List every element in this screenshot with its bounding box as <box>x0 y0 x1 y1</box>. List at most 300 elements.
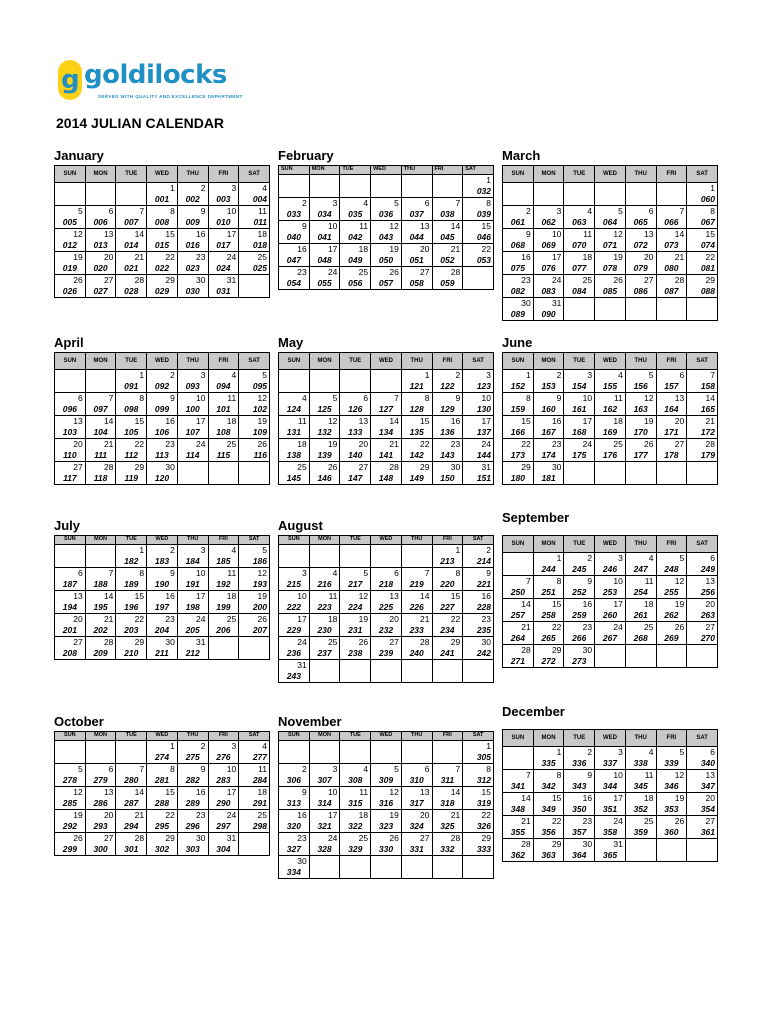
day-number: 7 <box>679 206 685 216</box>
day-number: 13 <box>389 591 399 601</box>
weekday-header: WED <box>147 732 178 741</box>
julian-day: 283 <box>216 775 231 785</box>
day-cell <box>533 416 564 439</box>
day-cell <box>564 770 595 793</box>
julian-day: 305 <box>476 752 491 762</box>
julian-day: 111 <box>94 450 108 460</box>
julian-day: 241 <box>440 648 455 658</box>
day-cell <box>309 198 340 221</box>
julian-day: 273 <box>572 656 587 666</box>
day-cell <box>177 416 208 439</box>
day-cell <box>533 599 564 622</box>
day-number: 21 <box>450 244 461 254</box>
day-number: 27 <box>103 275 114 285</box>
day-cell <box>309 393 340 416</box>
julian-day: 061 <box>510 217 525 227</box>
week-row <box>503 439 718 462</box>
weekday-header: TUE <box>340 732 371 741</box>
julian-day: 231 <box>348 625 363 635</box>
day-number: 26 <box>613 275 623 285</box>
weekday-header: TUE <box>116 536 147 545</box>
julian-day: 090 <box>541 309 556 319</box>
julian-day: 165 <box>700 404 715 414</box>
month-name: October <box>54 714 104 729</box>
day-number: 2 <box>170 545 175 555</box>
julian-day: 146 <box>317 473 332 483</box>
day-cell <box>656 793 687 816</box>
day-cell <box>239 764 270 787</box>
week-row <box>503 229 718 252</box>
julian-day: 045 <box>440 232 455 242</box>
day-number: 25 <box>226 439 237 449</box>
day-cell <box>116 810 147 833</box>
day-number: 31 <box>613 839 623 849</box>
julian-day: 094 <box>216 381 231 391</box>
weekday-header: TUE <box>564 353 595 370</box>
julian-day: 187 <box>62 579 77 589</box>
day-number: 31 <box>226 833 237 843</box>
day-number: 3 <box>231 183 237 193</box>
empty-cell <box>401 741 432 764</box>
day-cell <box>503 576 534 599</box>
day-cell <box>432 393 463 416</box>
day-cell <box>503 229 534 252</box>
julian-day: 034 <box>317 209 332 219</box>
week-row <box>55 787 270 810</box>
julian-day: 321 <box>317 821 332 831</box>
julian-day: 042 <box>348 232 363 242</box>
day-number: 21 <box>705 416 715 426</box>
day-number: 27 <box>73 462 83 472</box>
day-cell <box>401 221 432 244</box>
day-cell <box>371 462 402 485</box>
day-number: 23 <box>481 614 491 624</box>
empty-cell <box>656 645 687 668</box>
day-number: 13 <box>644 229 654 239</box>
empty-cell <box>401 856 432 879</box>
day-cell <box>239 183 270 206</box>
julian-day: 323 <box>378 821 394 831</box>
julian-day: 106 <box>154 427 170 437</box>
day-cell <box>55 206 86 229</box>
julian-day: 005 <box>62 217 77 227</box>
julian-day: 023 <box>185 263 200 273</box>
day-number: 17 <box>196 591 206 601</box>
day-cell <box>340 764 371 787</box>
julian-day: 015 <box>154 240 170 250</box>
julian-day: 215 <box>286 579 301 589</box>
day-cell <box>279 221 310 244</box>
day-number: 9 <box>525 229 531 239</box>
julian-day: 022 <box>154 263 170 273</box>
month-grid <box>502 535 718 668</box>
day-number: 24 <box>196 614 206 624</box>
day-cell <box>503 206 534 229</box>
day-cell <box>463 637 494 660</box>
day-cell <box>208 393 239 416</box>
day-number: 14 <box>134 787 145 797</box>
day-cell <box>116 439 147 462</box>
day-number: 10 <box>551 229 562 239</box>
day-cell <box>564 229 595 252</box>
day-number: 2 <box>301 198 307 208</box>
julian-day: 161 <box>572 404 587 414</box>
weekday-header: SAT <box>687 536 718 553</box>
day-cell <box>85 591 116 614</box>
day-cell <box>687 183 718 206</box>
day-cell <box>85 229 116 252</box>
day-number: 16 <box>165 416 175 426</box>
month-grid <box>278 352 494 485</box>
julian-day: 193 <box>252 579 267 589</box>
julian-day: 240 <box>409 648 424 658</box>
julian-day: 107 <box>185 427 200 437</box>
day-number: 22 <box>481 244 491 254</box>
julian-day: 186 <box>252 556 267 566</box>
day-number: 15 <box>481 787 491 797</box>
day-cell <box>656 370 687 393</box>
empty-cell <box>340 175 371 198</box>
day-cell <box>85 416 116 439</box>
julian-day: 159 <box>510 404 525 414</box>
julian-day: 082 <box>510 286 525 296</box>
empty-cell <box>239 275 270 298</box>
day-number: 22 <box>165 810 175 820</box>
julian-day: 083 <box>541 286 556 296</box>
day-cell <box>564 645 595 668</box>
day-number: 30 <box>582 645 593 655</box>
julian-day: 267 <box>602 633 618 643</box>
day-cell <box>116 637 147 660</box>
day-number: 30 <box>196 275 206 285</box>
julian-day: 328 <box>317 844 332 854</box>
day-number: 15 <box>450 591 461 601</box>
julian-day: 274 <box>154 752 170 762</box>
month-grid <box>502 729 718 862</box>
julian-day: 116 <box>253 450 267 460</box>
julian-day: 133 <box>348 427 363 437</box>
day-number: 9 <box>556 393 562 403</box>
empty-cell <box>401 660 432 683</box>
julian-day: 122 <box>440 381 455 391</box>
day-cell <box>533 816 564 839</box>
day-cell <box>401 591 432 614</box>
day-cell <box>309 787 340 810</box>
julian-day: 344 <box>602 781 618 791</box>
week-row <box>279 545 494 568</box>
julian-day: 335 <box>541 758 556 768</box>
day-cell <box>208 229 239 252</box>
day-number: 13 <box>420 787 430 797</box>
day-cell <box>687 599 718 622</box>
julian-day: 327 <box>286 844 301 854</box>
empty-cell <box>401 545 432 568</box>
day-number: 8 <box>486 764 491 774</box>
julian-day: 257 <box>510 610 525 620</box>
julian-day: 014 <box>124 240 139 250</box>
day-number: 1 <box>556 747 562 757</box>
julian-day: 153 <box>541 381 556 391</box>
julian-day: 361 <box>700 827 715 837</box>
julian-day: 059 <box>440 278 455 288</box>
day-number: 27 <box>674 439 685 449</box>
day-number: 15 <box>551 599 562 609</box>
julian-day: 349 <box>541 804 556 814</box>
weekday-header: SAT <box>239 353 270 370</box>
week-row <box>55 229 270 252</box>
day-cell <box>147 568 178 591</box>
julian-day: 229 <box>286 625 301 635</box>
week-row <box>55 393 270 416</box>
julian-day: 237 <box>317 648 332 658</box>
day-cell <box>432 370 463 393</box>
day-number: 28 <box>450 267 461 277</box>
julian-day: 306 <box>286 775 301 785</box>
julian-day: 095 <box>252 381 267 391</box>
week-row <box>55 370 270 393</box>
day-number: 14 <box>389 416 399 426</box>
day-number: 23 <box>450 439 461 449</box>
day-cell <box>147 833 178 856</box>
day-number: 13 <box>73 591 83 601</box>
weekday-header: TUE <box>116 166 147 183</box>
julian-day: 114 <box>185 450 200 460</box>
day-cell <box>432 221 463 244</box>
day-number: 15 <box>134 591 145 601</box>
day-cell <box>625 229 656 252</box>
day-number: 28 <box>103 637 114 647</box>
day-cell <box>309 591 340 614</box>
weekday-header: TUE <box>340 536 371 545</box>
empty-cell <box>371 175 402 198</box>
julian-day: 012 <box>62 240 77 250</box>
day-number: 21 <box>103 614 114 624</box>
day-cell <box>595 622 626 645</box>
day-cell <box>625 747 656 770</box>
julian-day: 191 <box>185 579 200 589</box>
day-cell <box>279 462 310 485</box>
julian-day: 261 <box>633 610 648 620</box>
julian-day: 189 <box>124 579 139 589</box>
day-cell <box>625 252 656 275</box>
day-number: 1 <box>170 183 175 193</box>
day-number: 25 <box>644 816 654 826</box>
day-number: 16 <box>551 416 562 426</box>
day-cell <box>432 439 463 462</box>
day-cell <box>595 252 626 275</box>
day-cell <box>595 816 626 839</box>
day-number: 11 <box>359 787 369 797</box>
day-number: 7 <box>394 393 399 403</box>
day-cell <box>147 741 178 764</box>
day-cell <box>503 770 534 793</box>
julian-day: 330 <box>378 844 394 854</box>
day-cell <box>625 439 656 462</box>
julian-day: 254 <box>633 587 648 597</box>
day-number: 25 <box>257 252 267 262</box>
day-number: 16 <box>165 591 175 601</box>
week-row <box>503 839 718 862</box>
day-cell <box>340 614 371 637</box>
empty-cell <box>595 298 626 321</box>
week-row <box>279 393 494 416</box>
julian-day: 194 <box>62 602 77 612</box>
day-number: 25 <box>257 810 267 820</box>
julian-day: 345 <box>633 781 648 791</box>
julian-day: 020 <box>93 263 108 273</box>
empty-cell <box>116 183 147 206</box>
day-number: 13 <box>358 416 369 426</box>
julian-day: 035 <box>348 209 363 219</box>
day-cell <box>625 793 656 816</box>
day-cell <box>401 764 432 787</box>
day-cell <box>177 568 208 591</box>
day-number: 8 <box>525 393 531 403</box>
julian-day: 121 <box>409 381 424 391</box>
day-number: 22 <box>420 439 430 449</box>
julian-day: 340 <box>700 758 715 768</box>
day-number: 8 <box>139 393 145 403</box>
empty-cell <box>656 298 687 321</box>
weekday-header: FRI <box>656 536 687 553</box>
day-cell <box>432 637 463 660</box>
julian-day: 156 <box>633 381 648 391</box>
day-number: 12 <box>327 416 338 426</box>
day-number: 11 <box>227 568 237 578</box>
week-row <box>503 393 718 416</box>
day-cell <box>239 614 270 637</box>
day-number: 30 <box>165 462 175 472</box>
day-number: 22 <box>551 816 562 826</box>
weekday-header: WED <box>371 353 402 370</box>
weekday-header: SAT <box>687 166 718 183</box>
day-number: 20 <box>358 439 369 449</box>
day-cell <box>432 267 463 290</box>
day-number: 14 <box>674 229 685 239</box>
day-number: 25 <box>358 833 369 843</box>
day-number: 11 <box>583 229 593 239</box>
day-number: 2 <box>455 370 461 380</box>
julian-day: 069 <box>541 240 556 250</box>
day-cell <box>533 439 564 462</box>
month-grid <box>502 352 718 485</box>
day-number: 15 <box>481 221 491 231</box>
day-number: 25 <box>297 462 307 472</box>
day-number: 5 <box>262 370 267 380</box>
day-cell <box>55 393 86 416</box>
day-number: 21 <box>674 252 685 262</box>
julian-day: 064 <box>602 217 618 227</box>
weekday-header: SUN <box>279 732 310 741</box>
day-cell <box>55 614 86 637</box>
day-number: 16 <box>297 810 307 820</box>
day-cell <box>116 416 147 439</box>
day-cell <box>656 229 687 252</box>
day-number: 13 <box>674 393 685 403</box>
weekday-header: SUN <box>55 732 86 741</box>
julian-day: 150 <box>440 473 455 483</box>
day-number: 25 <box>582 275 593 285</box>
day-cell <box>533 393 564 416</box>
julian-day: 203 <box>124 625 139 635</box>
weekday-header: WED <box>147 353 178 370</box>
day-number: 4 <box>262 741 267 751</box>
julian-day: 074 <box>700 240 715 250</box>
julian-day: 100 <box>185 404 200 414</box>
week-row <box>279 221 494 244</box>
julian-day: 251 <box>541 587 556 597</box>
julian-day: 264 <box>510 633 525 643</box>
week-row <box>279 637 494 660</box>
day-number: 30 <box>297 856 307 866</box>
day-cell <box>656 576 687 599</box>
day-number: 23 <box>297 267 307 277</box>
weekday-header: WED <box>595 166 626 183</box>
day-cell <box>279 810 310 833</box>
julian-day: 086 <box>633 286 648 296</box>
week-row <box>279 591 494 614</box>
julian-day: 057 <box>378 278 394 288</box>
julian-day: 048 <box>317 255 332 265</box>
day-number: 24 <box>613 816 623 826</box>
day-number: 14 <box>420 591 430 601</box>
julian-day: 266 <box>572 633 587 643</box>
empty-cell <box>85 741 116 764</box>
julian-day: 104 <box>93 427 108 437</box>
day-number: 19 <box>389 810 399 820</box>
day-cell <box>116 764 147 787</box>
weekday-header: WED <box>371 536 402 545</box>
day-cell <box>625 553 656 576</box>
day-number: 9 <box>200 764 206 774</box>
empty-cell <box>85 370 116 393</box>
julian-day: 127 <box>378 404 394 414</box>
weekday-header: MON <box>533 730 564 747</box>
day-number: 7 <box>139 764 145 774</box>
day-cell <box>85 439 116 462</box>
julian-day: 289 <box>185 798 200 808</box>
day-number: 23 <box>165 614 175 624</box>
day-number: 19 <box>674 793 685 803</box>
julian-day: 275 <box>185 752 200 762</box>
week-row <box>503 370 718 393</box>
julian-day: 301 <box>124 844 139 854</box>
julian-day: 309 <box>378 775 394 785</box>
day-cell <box>309 614 340 637</box>
julian-day: 008 <box>154 217 170 227</box>
day-cell <box>309 416 340 439</box>
day-number: 10 <box>613 770 623 780</box>
day-number: 20 <box>73 614 83 624</box>
week-row <box>279 810 494 833</box>
day-number: 3 <box>332 764 338 774</box>
julian-day: 009 <box>185 217 200 227</box>
month-name: November <box>278 714 342 729</box>
day-number: 22 <box>450 614 461 624</box>
day-number: 29 <box>551 645 562 655</box>
day-number: 9 <box>301 787 307 797</box>
day-cell <box>533 298 564 321</box>
julian-day: 247 <box>633 564 648 574</box>
julian-day: 362 <box>510 850 525 860</box>
day-cell <box>595 416 626 439</box>
julian-day: 232 <box>378 625 394 635</box>
day-cell <box>503 393 534 416</box>
weekday-header: MON <box>309 732 340 741</box>
julian-day: 213 <box>440 556 455 566</box>
julian-day: 154 <box>572 381 587 391</box>
weekday-header: TUE <box>340 166 371 175</box>
